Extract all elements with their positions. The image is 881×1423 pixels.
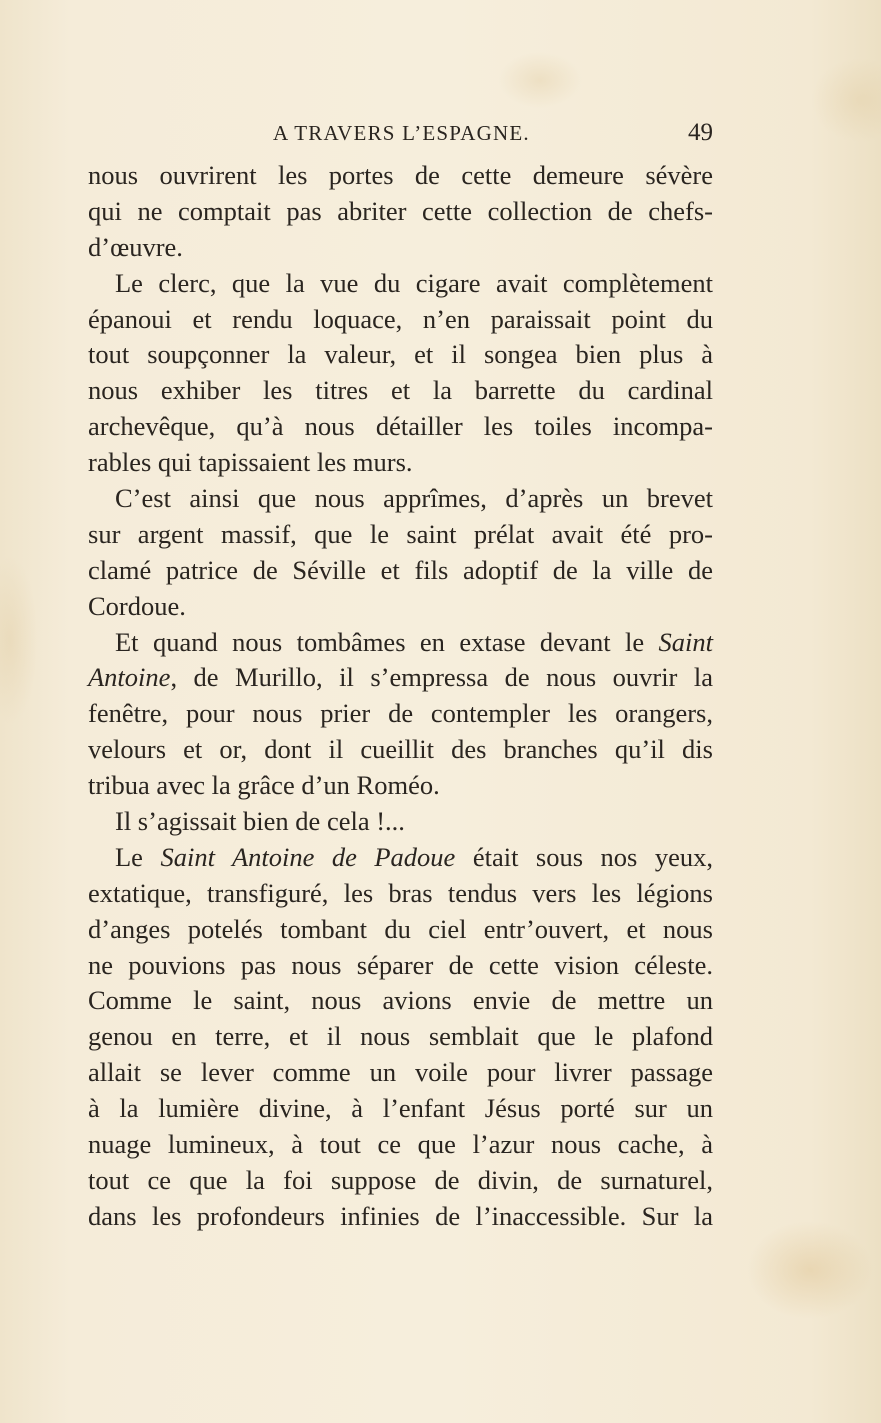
text-segment: extatique, transfiguré, les bras tendus vers les légions [88, 877, 713, 908]
text-line [88, 948, 713, 984]
body-text [88, 158, 713, 1235]
text-segment: sur argent massif, que le saint prélat avait été pro- [88, 518, 713, 549]
text-segment: Il s’agissait bien de cela !... [115, 806, 405, 837]
text-segment: clamé patrice de Séville et fils adoptif de la ville de [88, 554, 713, 585]
text-segment: velours et or, dont il cueillit des branches qu’il dis [88, 734, 713, 765]
text-line [88, 409, 713, 445]
text-segment: dans les profondeurs infinies de l’inaccessible. Sur la [88, 1200, 713, 1231]
text-segment: fenêtre, pour nous prier de contempler les orangers, [88, 698, 713, 729]
text-line [88, 983, 713, 1019]
text-line [88, 732, 713, 768]
text-line [88, 1199, 713, 1235]
text-line [88, 840, 713, 876]
text-segment: allait se lever comme un voile pour livrer passage [88, 1057, 713, 1088]
text-line [88, 660, 713, 696]
text-line [88, 1127, 713, 1163]
text-line [88, 1091, 713, 1127]
text-segment: genou en terre, et il nous semblait que le plafond [88, 1021, 713, 1052]
text-segment: à la lumière divine, à l’enfant Jésus porté sur un [88, 1093, 713, 1124]
text-segment: qui ne comptait pas abriter cette collection de chefs- [88, 195, 713, 226]
text-line [88, 912, 713, 948]
text-segment: Le [115, 841, 161, 872]
text-segment: Comme le saint, nous avions envie de mettre un [88, 985, 713, 1016]
text-line [88, 445, 713, 481]
text-segment: nuage lumineux, à tout ce que l’azur nous cache, à [88, 1129, 713, 1160]
italic-text: Saint Antoine de Padoue [160, 841, 456, 872]
page-number: 49 [688, 119, 713, 146]
text-line [88, 266, 713, 302]
text-segment: Et quand nous tombâmes en extase devant le [115, 626, 659, 657]
text-segment: était sous nos yeux, [455, 841, 713, 872]
text-segment: épanoui et rendu loquace, n’en paraissait point du [88, 303, 713, 334]
text-segment: ne pouvions pas nous séparer de cette vision céleste. [88, 949, 713, 980]
text-segment: tout soupçonner la valeur, et il songea bien plus à [88, 339, 713, 370]
text-line [88, 373, 713, 409]
italic-text: Saint [658, 626, 713, 657]
text-segment: Le clerc, que la vue du cigare avait complètement [115, 267, 713, 298]
text-line [88, 696, 713, 732]
text-line [88, 194, 713, 230]
text-line [88, 517, 713, 553]
text-line [88, 158, 713, 194]
text-line [88, 625, 713, 661]
running-title: A TRAVERS L’ESPAGNE. [273, 121, 530, 145]
text-line [88, 302, 713, 338]
text-line [88, 1019, 713, 1055]
text-line [88, 1055, 713, 1091]
text-segment: tribua avec la grâce d’un Roméo. [88, 770, 440, 801]
text-segment: d’anges potelés tombant du ciel entr’ouvert, et nous [88, 913, 713, 944]
text-line [88, 1163, 713, 1199]
text-line [88, 481, 713, 517]
text-segment: nous exhiber les titres et la barrette du cardinal [88, 375, 713, 406]
text-line [88, 804, 713, 840]
text-line [88, 230, 713, 266]
text-line [88, 553, 713, 589]
text-line [88, 589, 713, 625]
text-line [88, 337, 713, 373]
page-header [88, 117, 713, 151]
italic-text: Antoine [88, 662, 171, 693]
text-segment: tout ce que la foi suppose de divin, de surnaturel, [88, 1164, 713, 1195]
text-line [88, 768, 713, 804]
text-segment: Cordoue. [88, 590, 186, 621]
text-segment: C’est ainsi que nous apprîmes, d’après un brevet [115, 483, 713, 514]
text-line [88, 876, 713, 912]
text-segment: rables qui tapissaient les murs. [88, 447, 413, 478]
text-segment: , de Murillo, il s’empressa de nous ouvrir la [170, 662, 713, 693]
text-segment: archevêque, qu’à nous détailler les toiles incompa- [88, 411, 713, 442]
text-segment: nous ouvrirent les portes de cette demeure sévère [88, 160, 713, 190]
text-segment: d’œuvre. [88, 231, 183, 262]
